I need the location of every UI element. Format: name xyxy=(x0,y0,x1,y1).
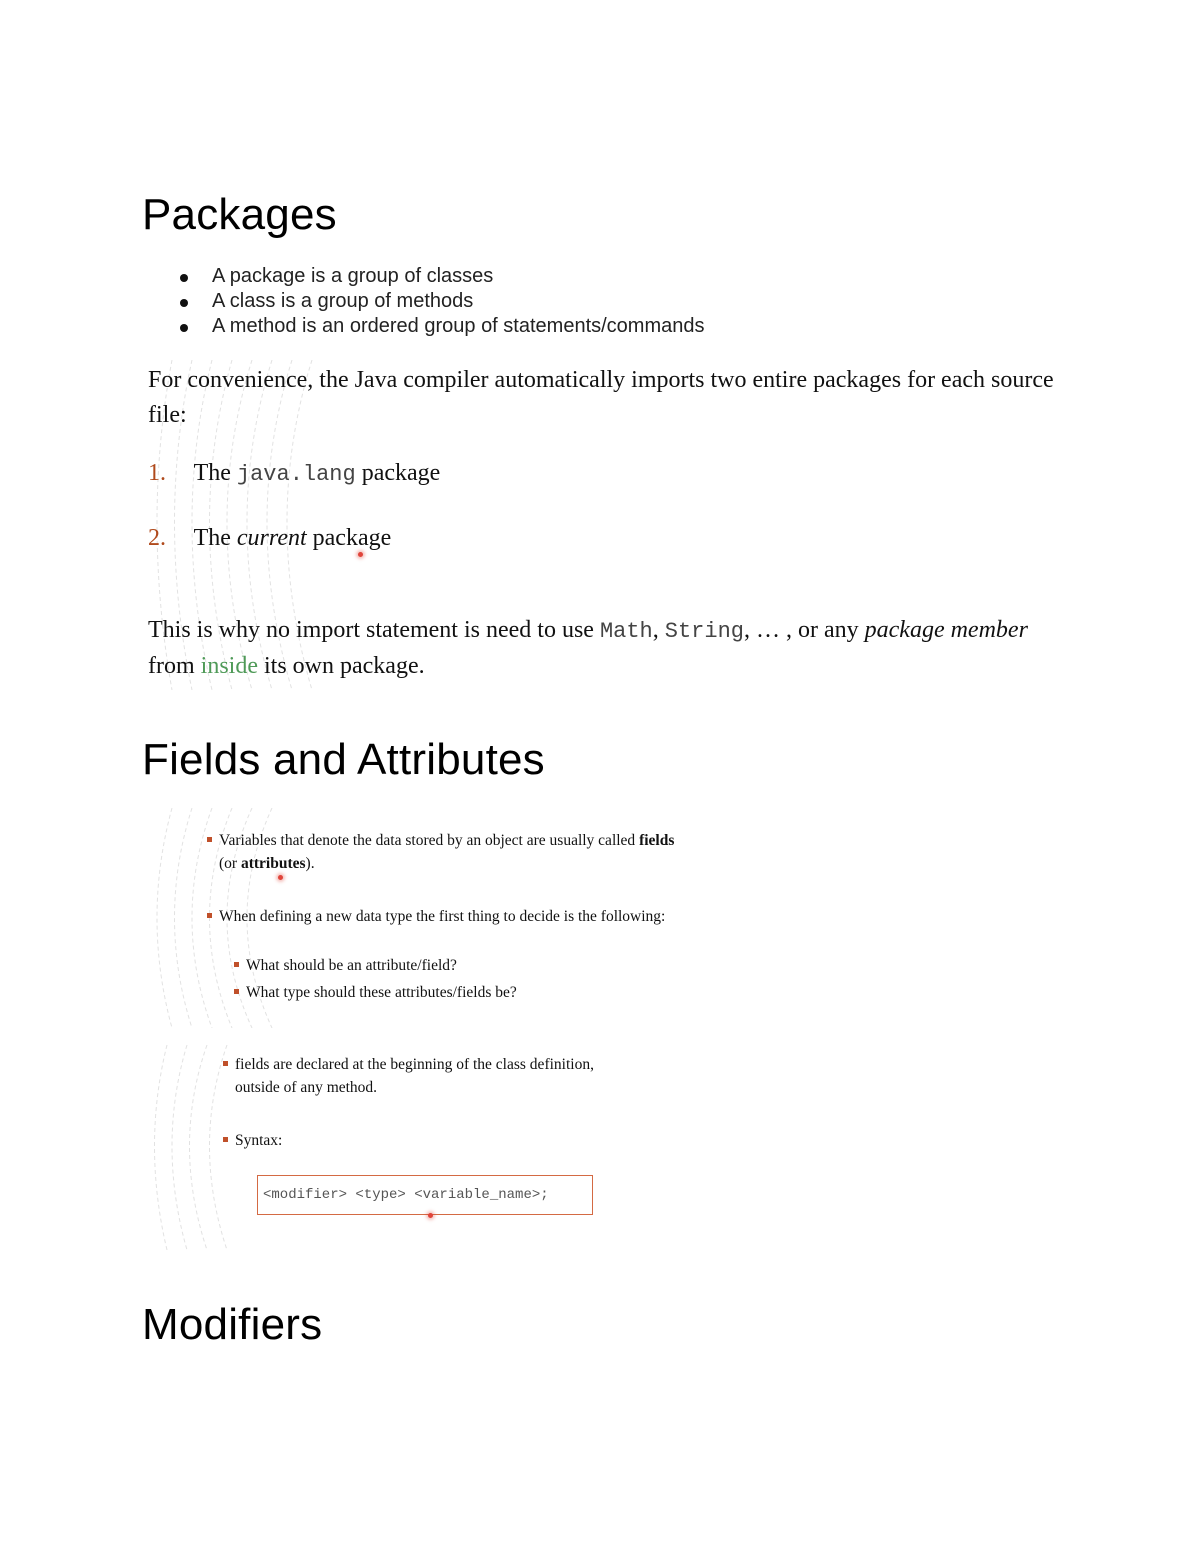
text-bold: attributes xyxy=(240,855,306,872)
text: its own package. xyxy=(263,653,425,679)
text-emphasis: package member xyxy=(864,617,1028,643)
packages-bullet-list xyxy=(180,264,705,339)
text: This is why no import statement is need to use xyxy=(148,617,594,643)
laser-pointer-dot xyxy=(278,875,283,880)
imports-intro: For convenience, the Java compiler automatically imports two entire packages for each source file: xyxy=(148,367,1054,428)
text-bold: fields xyxy=(639,832,675,849)
code-math: Math xyxy=(599,619,653,644)
text-highlight: inside xyxy=(200,653,258,679)
laser-pointer-dot xyxy=(428,1213,433,1218)
item-text: package xyxy=(312,525,392,551)
code-java-lang: java.lang xyxy=(236,462,356,487)
laser-pointer-dot xyxy=(358,552,363,557)
list-item: A package is a group of classes xyxy=(180,264,705,289)
text: ). xyxy=(305,855,315,872)
list-item: A class is a group of methods xyxy=(180,289,705,314)
text: What type should these attributes/fields be? xyxy=(246,984,517,1001)
text: Syntax: xyxy=(235,1132,283,1149)
code-string: String xyxy=(664,619,744,644)
text: What should be an attribute/field? xyxy=(246,957,457,974)
item-text: The xyxy=(193,525,231,551)
slide-subbullet-attribute xyxy=(246,954,666,977)
slide-snippet-imports xyxy=(142,360,1072,690)
text: , xyxy=(652,617,659,643)
list-item: A method is an ordered group of statements/commands xyxy=(180,314,705,339)
text: (or xyxy=(219,855,238,872)
item-number: 2. xyxy=(148,525,166,551)
syntax-code-box: <modifier> <type> <variable_name>; xyxy=(257,1175,593,1215)
text: Variables that denote the data stored by an object are usually called xyxy=(219,832,636,849)
slide-snippet-syntax xyxy=(142,1045,712,1250)
text: , … , or any xyxy=(743,617,859,643)
text: When defining a new data type the first thing to decide is the following: xyxy=(219,908,666,925)
text: from xyxy=(148,653,195,679)
slide-bullet-new-data-type xyxy=(219,905,679,928)
slide-bullet-fields-definition xyxy=(219,829,679,875)
heading-packages: Packages xyxy=(142,190,337,239)
slide-subbullet-type xyxy=(246,981,666,1004)
heading-modifiers: Modifiers xyxy=(142,1300,323,1349)
text: fields are declared at the beginning of the class definition, outside of any method. xyxy=(235,1056,594,1096)
item-emphasis: current xyxy=(236,525,307,551)
slide-bullet-declared xyxy=(235,1053,605,1099)
imports-explanation xyxy=(148,613,1058,684)
slide-snippet-fields xyxy=(142,808,762,1028)
item-text: The xyxy=(193,460,231,486)
item-number: 1. xyxy=(148,460,166,486)
import-item-2 xyxy=(148,525,391,552)
import-item-1 xyxy=(148,460,440,487)
item-text: package xyxy=(361,460,441,486)
heading-fields-and-attributes: Fields and Attributes xyxy=(142,735,545,784)
slide-bullet-syntax xyxy=(235,1129,535,1152)
